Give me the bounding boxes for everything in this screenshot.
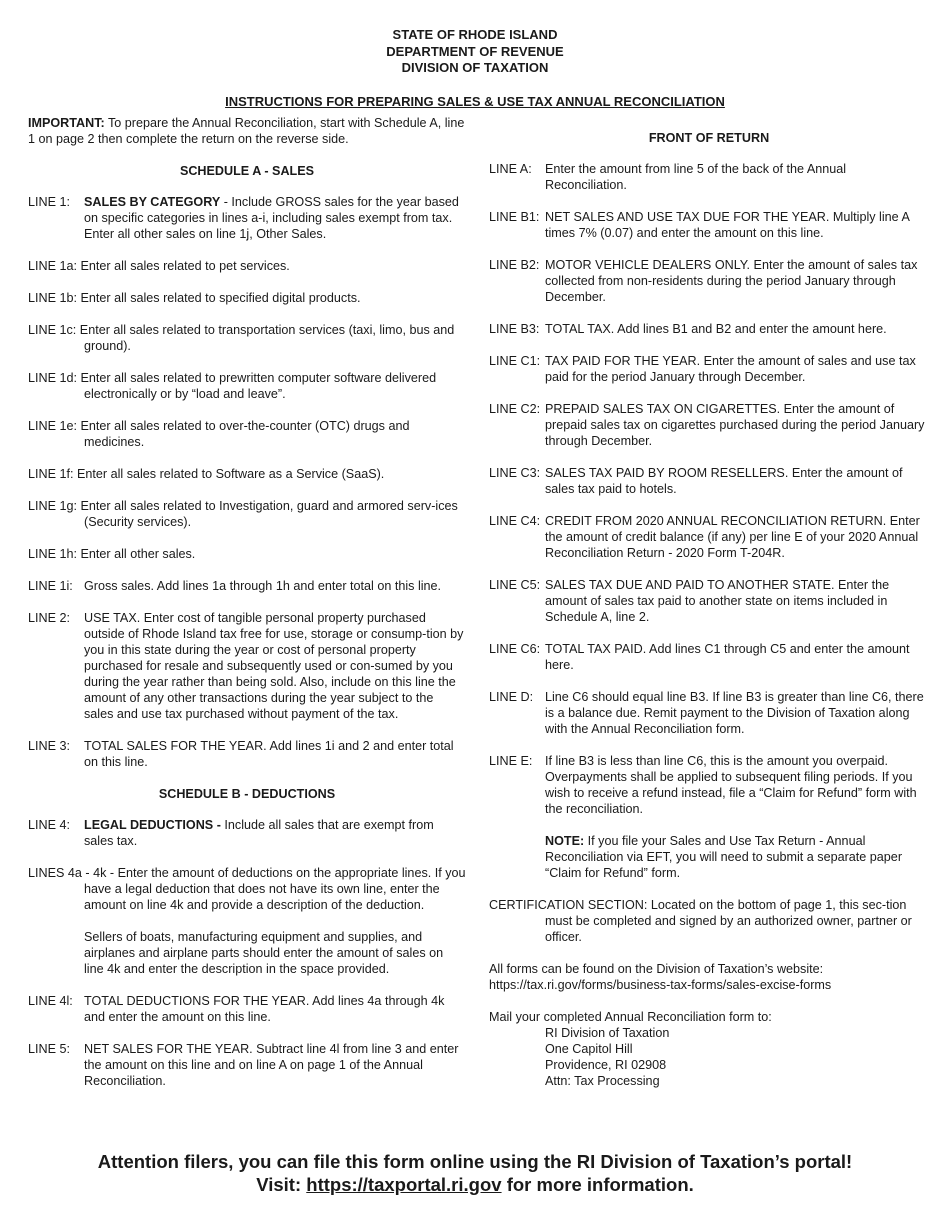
line-label: LINE A: xyxy=(489,162,532,176)
footer-visit-rest: for more information. xyxy=(501,1174,694,1195)
line-a xyxy=(489,161,929,193)
line-text: - Include GROSS sales for the year based on specific categories in lines a-i, including sales exempt from tax. Enter all other sales on line 1j, Other Sales. xyxy=(84,194,459,241)
forms-url[interactable]: https://tax.ri.gov/forms/business-tax-forms/sales-excise-forms xyxy=(489,978,832,992)
schedule-a-heading: SCHEDULE A - SALES xyxy=(179,163,315,178)
line-c2 xyxy=(489,401,929,449)
schedule-b-heading: SCHEDULE B - DEDUCTIONS xyxy=(158,786,336,801)
footer-visit-label: Visit: xyxy=(256,1174,307,1195)
line-text: Line C6 should equal line B3. If line B3 is greater than line C6, there is a balance due. Remit payment to the Division of Taxation along with the Annual Reconciliation form. xyxy=(545,690,924,736)
line-c3 xyxy=(489,465,929,497)
line-label: LINE C3: xyxy=(489,466,541,480)
right-column xyxy=(489,130,929,1089)
line-text: TAX PAID FOR THE YEAR. Enter the amount of sales and use tax paid for the period January through December. xyxy=(545,354,916,384)
line-label: LINE C6: xyxy=(489,642,541,656)
line-label: LINE E: xyxy=(489,754,533,768)
forms-text: All forms can be found on the Division of Taxation’s website: xyxy=(489,962,824,976)
line-1d: LINE 1d: Enter all sales related to prewritten computer software delivered electronically or by “load and leave”. xyxy=(28,370,437,401)
line-e xyxy=(489,753,929,817)
line-text: PREPAID SALES TAX ON CIGARETTES. Enter the amount of prepaid sales tax on cigarettes purchased during the period January through December. xyxy=(545,402,925,448)
line-c1 xyxy=(489,353,929,385)
line-label: LINE 2: xyxy=(28,610,70,625)
line-label: LINE D: xyxy=(489,690,534,704)
line-c4 xyxy=(489,513,929,561)
line-c5 xyxy=(489,577,929,625)
line-1a: LINE 1a: Enter all sales related to pet services. xyxy=(28,258,290,273)
line-4l xyxy=(28,993,466,1025)
line-1h: LINE 1h: Enter all other sales. xyxy=(28,546,196,561)
important-note xyxy=(28,115,466,147)
address-line-2: One Capitol Hill xyxy=(545,1041,633,1056)
line-bold-title: LEGAL DEDUCTIONS - xyxy=(84,817,221,832)
line-text: NET SALES AND USE TAX DUE FOR THE YEAR. Multiply line A times 7% (0.07) and enter the amount on this line. xyxy=(545,210,910,240)
line-text: TOTAL DEDUCTIONS FOR THE YEAR. Add lines 4a through 4k and enter the amount on this line. xyxy=(84,993,445,1024)
forms-info xyxy=(489,961,929,993)
address-line-4: Attn: Tax Processing xyxy=(545,1073,660,1088)
front-of-return-heading: FRONT OF RETURN xyxy=(648,131,770,145)
line-b1 xyxy=(489,209,929,241)
line-1f: LINE 1f: Enter all sales related to Software as a Service (SaaS). xyxy=(28,466,385,481)
line-label: LINE C1: xyxy=(489,354,541,368)
taxportal-link[interactable]: https://taxportal.ri.gov xyxy=(306,1174,502,1195)
footer-notice xyxy=(0,1150,950,1196)
line-text: SALES TAX PAID BY ROOM RESELLERS. Enter the amount of sales tax paid to hotels. xyxy=(545,466,903,496)
line-text: CREDIT FROM 2020 ANNUAL RECONCILIATION RETURN. Enter the amount of credit balance (if any) per line E of your 2020 Annual Reconciliation Return - 2020 Form T-204R. xyxy=(545,514,920,560)
note-text: If you file your Sales and Use Tax Return - Annual Reconciliation via EFT, you will need to submit a separate paper “Claim for Refund” form. xyxy=(545,834,903,880)
line-text: TOTAL TAX PAID. Add lines C1 through C5 and enter the amount here. xyxy=(545,642,910,672)
line-3 xyxy=(28,738,466,770)
line-label: LINE 1: xyxy=(28,194,70,209)
line-text: TOTAL TAX. Add lines B1 and B2 and enter the amount here. xyxy=(545,322,887,336)
line-1g: LINE 1g: Enter all sales related to Investigation, guard and armored serv-ices (Security services). xyxy=(28,498,458,529)
line-1 xyxy=(28,194,466,242)
line-bold-title: SALES BY CATEGORY xyxy=(84,194,221,209)
document-title: INSTRUCTIONS FOR PREPARING SALES & USE TAX ANNUAL RECONCILIATION xyxy=(225,94,725,109)
line-label: LINE B1: xyxy=(489,210,540,224)
line-d xyxy=(489,689,929,737)
line-text: SALES TAX DUE AND PAID TO ANOTHER STATE. Enter the amount of sales tax paid to another state on items included in Schedule A, line 2. xyxy=(545,578,890,624)
line-label: LINE C5: xyxy=(489,578,541,592)
line-text: MOTOR VEHICLE DEALERS ONLY. Enter the amount of sales tax collected from non-residents during the period January through December. xyxy=(545,258,918,304)
line-label: LINE B2: xyxy=(489,258,540,272)
sellers-note: Sellers of boats, manufacturing equipment and supplies, and airplanes and airplane parts should enter the amount of sales on line 4k and enter the description in the space provided. xyxy=(84,929,444,976)
address-line-1: RI Division of Taxation xyxy=(545,1025,670,1040)
line-2 xyxy=(28,610,466,722)
line-b3 xyxy=(489,321,929,337)
department-name: DEPARTMENT OF REVENUE xyxy=(386,43,564,59)
line-label: LINE 4: xyxy=(28,817,70,832)
line-label: LINE 3: xyxy=(28,738,70,753)
line-label: LINE 4l: xyxy=(28,993,73,1008)
important-label: IMPORTANT: xyxy=(28,116,105,130)
line-text: Include all sales that are exempt from sales tax. xyxy=(84,817,434,848)
line-text: TOTAL SALES FOR THE YEAR. Add lines 1i and 2 and enter total on this line. xyxy=(84,738,454,769)
division-name: DIVISION OF TAXATION xyxy=(401,60,549,75)
line-label: LINE C2: xyxy=(489,402,541,416)
lines-4a-4k: LINES 4a - 4k - Enter the amount of deductions on the appropriate lines. If you have a legal deduction that does not have its own line, enter the amount on line 4k and provide a description of the deduction. xyxy=(28,865,466,912)
line-1c: LINE 1c: Enter all sales related to transportation services (taxi, limo, bus and ground). xyxy=(28,322,455,353)
footer-visit xyxy=(0,1173,950,1196)
address-line-3: Providence, RI 02908 xyxy=(545,1057,667,1072)
line-4 xyxy=(28,817,466,849)
mail-text: Mail your completed Annual Reconciliation form to: xyxy=(489,1009,772,1024)
line-c6 xyxy=(489,641,929,673)
note-label: NOTE: xyxy=(545,834,585,848)
important-text: To prepare the Annual Reconciliation, start with Schedule A, line 1 on page 2 then complete the return on the reverse side. xyxy=(28,116,465,146)
line-1e: LINE 1e: Enter all sales related to over-the-counter (OTC) drugs and medicines. xyxy=(28,418,410,449)
line-1b: LINE 1b: Enter all sales related to specified digital products. xyxy=(28,290,361,305)
line-label: LINE B3: xyxy=(489,322,540,336)
line-label: LINE C4: xyxy=(489,514,541,528)
refund-note xyxy=(489,833,929,881)
line-5 xyxy=(28,1041,466,1089)
line-text: Enter the amount from line 5 of the back of the Annual Reconciliation. xyxy=(545,162,847,192)
line-text: Gross sales. Add lines 1a through 1h and enter total on this line. xyxy=(84,578,442,593)
line-b2 xyxy=(489,257,929,305)
line-label: LINE 1i: xyxy=(28,578,73,593)
line-1i xyxy=(28,578,466,594)
certification-section: CERTIFICATION SECTION: Located on the bottom of page 1, this sec-tion must be completed and signed by an authorized owner, partner or officer. xyxy=(489,898,912,944)
line-text: NET SALES FOR THE YEAR. Subtract line 4l from line 3 and enter the amount on this line and on line A on page 1 of the Annual Reconciliation. xyxy=(84,1041,459,1088)
left-column xyxy=(28,115,466,1105)
line-label: LINE 5: xyxy=(28,1041,70,1056)
state-name: STATE OF RHODE ISLAND xyxy=(392,27,558,42)
footer-attention: Attention filers, you can file this form online using the RI Division of Taxation’s portal! xyxy=(97,1151,853,1172)
line-text: USE TAX. Enter cost of tangible personal property purchased outside of Rhode Island tax free for use, storage or consump-tion by you in this state during the year or cost of personal property purchased for resale and subsequently used or con-sumed by you during the year rather than being sold. Also, include on this line the amount of any other transactions during the year subject to the sales and use tax purchased without payment of the tax. xyxy=(84,610,464,721)
line-text: If line B3 is less than line C6, this is the amount you overpaid. Overpayments shall be applied to subsequent filing periods. If you wish to receive a refund instead, file a “Claim for Refund” form with the reconciliation. xyxy=(545,754,917,816)
document-header xyxy=(0,27,950,77)
mailing-info xyxy=(489,1009,929,1089)
